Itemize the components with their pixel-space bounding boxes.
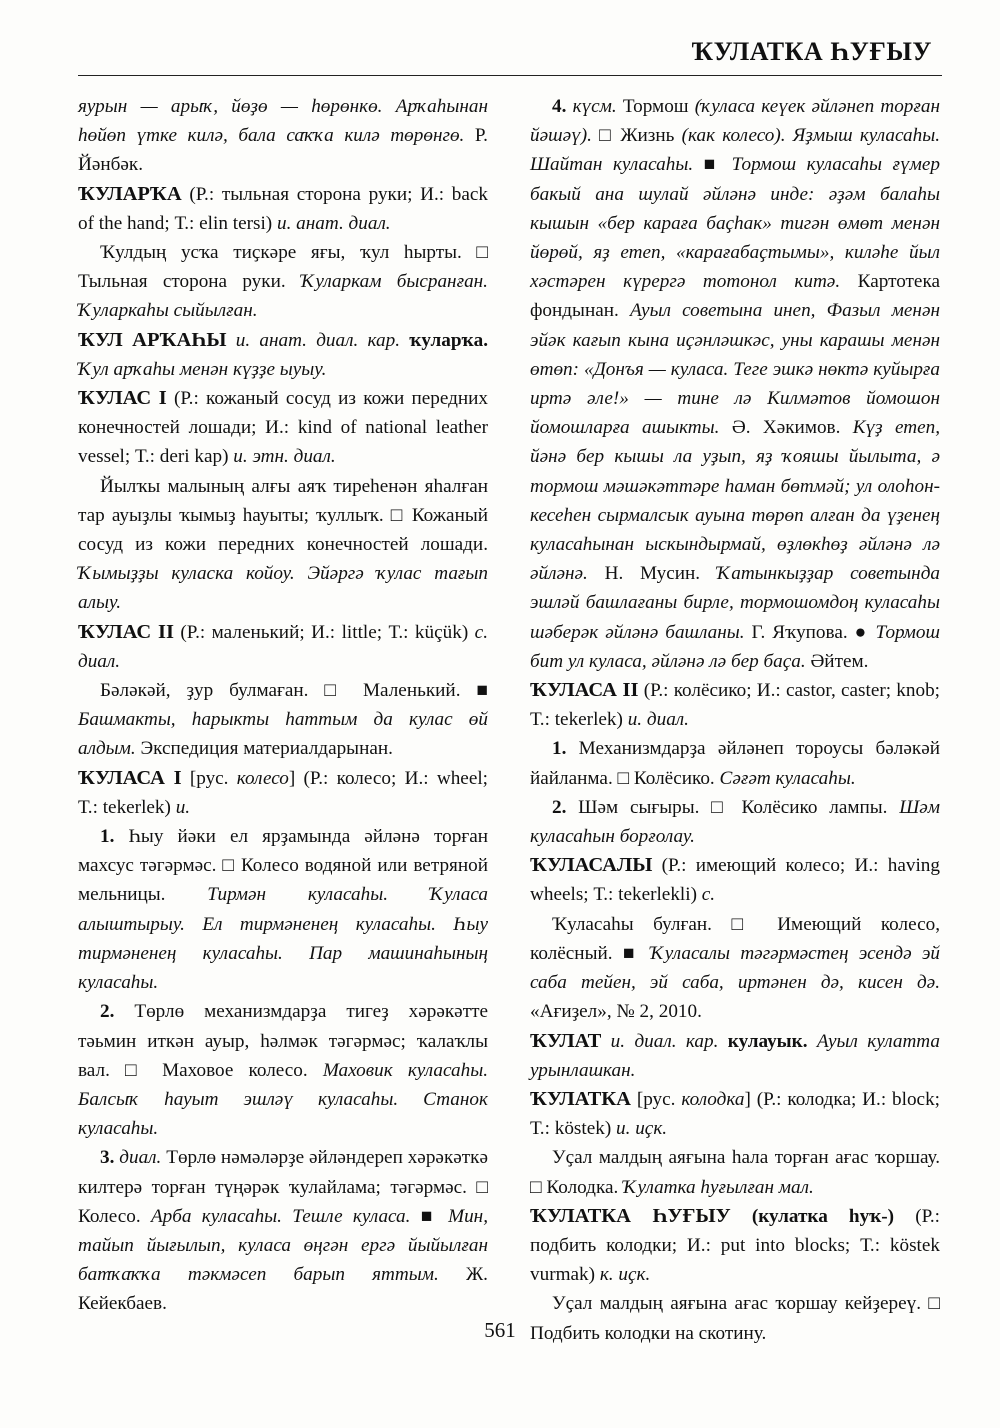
entry-kul-arkahy: ҠУЛ АРҠАҺЫ и. анат. диал. кар. ҡуларҡа. Ҡул арҡаһы менән күҙҙе ыуыу. bbox=[78, 328, 488, 380]
entry-kulas-2: ҠУЛАС II (Р.: маленький; И.: little; Т.: küçük) с. диал. bbox=[78, 620, 488, 672]
entry-kulatka-hugyu-definition: Уҫал малдың аяғына ағас ҡоршау кейҙереү. □ Подбить колодки на скотину. bbox=[530, 1293, 940, 1344]
entry-kulasa-2-sense-1: 1. Механизмдарҙа әйләнеп тороусы бәләкәй йайланма. □ Колёсико. Сәғәт куласаһы. bbox=[530, 738, 940, 789]
running-header: ҠУЛАТКА ҺУҒЫУ bbox=[691, 37, 932, 66]
left-column bbox=[78, 92, 488, 1319]
entry-kulatka-definition: Уҫал малдың аяғына һала торған ағас ҡоршау. □ Колодка. Ҡулатка һуғылған мал. bbox=[530, 1147, 940, 1198]
entry-kulasa-1-sense-2: 2. Төрлө механизмдарҙа тигеҙ хәрәкәтте тәьмин иткән ауыр, һәлмәк тәгәрмәс; ҡалаҡлы вал. □ Маховое колесо. Маховик куласаһы. Балсыҡ һауыт эшләү куласаһы. Станок куласаһы. bbox=[78, 1001, 488, 1140]
entry-kulasa-1-sense-3: 3. диал. Төрлө нәмәләрҙе әйләндереп хәрәкәткә килтерә торған түңәрәк ҡулайлама; тәгәрмәс. □ Колесо. Арба куласаһы. Тешле куласа. ■ Мин, тайып йығылып, куласа өңгән ергә йыйылған батҡаҡҡа тәкмәсеп барып яттым. Ж. Кейекбаев. bbox=[78, 1147, 488, 1315]
entry-kulasa-2-sense-2: 2. Шәм сығыры. □ Колёсико лампы. Шәм куласаһын борғолау. bbox=[530, 796, 940, 848]
entry-kulas-2-definition: Бәләкәй, ҙур булмаған. □ Маленький. ■ Башмакты, һарыкты һаттым да кулас өй алдым. Экспедиция материалдарынан. bbox=[78, 680, 488, 760]
right-column bbox=[530, 92, 940, 1348]
entry-kularka-definition: Ҡулдың усҡа тиҫкәре яғы, ҡул һырты. □ Тыльная сторона руки. Ҡуларкам бысранған. Ҡуларкаһы сыйылған. bbox=[78, 242, 488, 322]
entry-kulas-1: ҠУЛАС I (Р.: кожаный сосуд из кожи передних конечностей лошади; И.: kind of national leather vessel; Т.: deri kap) и. этн. диал. bbox=[78, 387, 489, 468]
entry-continuation: яурын — арыҡ, йөҙө — һөрөнкө. Арҡаһынан һөйөп үтке килә, бала саҡҡа килә төрөнгө. Р. Йәнбәк. bbox=[78, 96, 488, 176]
entry-kulasaly-definition: Ҡуласаһы булған. □ Имеющий колесо, колёсный. ■ Ҡуласалы тәгәрмәстең эсендә эй саба тейен, эй саба, иртәнен дә, кисен дә. «Ағиҙел», № 2, 2010. bbox=[530, 913, 940, 1023]
page-number: 561 bbox=[484, 1318, 516, 1342]
entry-kulasaly: ҠУЛАСАЛЫ (Р.: имеющий колесо; И.: having wheels; Т.: tekerlekli) с. bbox=[530, 854, 940, 906]
entry-kulasa-1-sense-1: 1. Һыу йәки ел ярҙамында әйләнә торған махсус тәгәрмәс. □ Колесо водяной или ветряной мельницы. Тирмән куласаһы. Ҡуласа алыштырыу. Ел тирмәненең куласаһы. Һыу тирмәненең куласаһы. Пар машинаһының куласаһы. bbox=[78, 826, 488, 994]
entry-kulasa-1-sense-4: 4. күсм. Тормош (ҡуласа кеүек әйләнеп торған йәшәү). □ Жизнь (как колесо). Яҙмыш куласаһы. Шайтан куласаһы. ■ Тормош куласаһы ғүмер бакый ана шулай әйләнә инде: әҙәм балаһы кышын «бер караға баҫһак» тигән өмөт менән йөрөй, яҙ етеп, «карағабаҫтымы», киләһе йыл хәстәрен күрергә тотонол китә. Картотека фондынан. Ауыл советына инеп, Фазыл менән эйәк кағып кына иҫәнләшкәс, уны карашы менән өтөп: «Донъя — куласа. Теге эшкә нөктә куйырға иртә әле!» — тине лә Килмәтов йомошон йомошларға ашыкты. Ә. Хәкимов. Күҙ етеп, йәнә бер кышы ла уҙып, яҙ ҡояшы йылыта, ә тормош мәшәкәттәре һаман бөтмәй; ул олоһон-кесеһен сырмалсык ауына төрөп алған да үҙенең куласаһынан ыскындырмай, өҙлөкһөҙ әйләнә лә әйләнә. Н. Мусин. Ҡатынкыҙҙар советында эшләй башлағаны бирле, тормошомдоң куласаһы шәберәк әйләнә башланы. Г. Яҡупова. ● Тормош бит ул куласа, әйләнә лә бер баҫа. Әйтем. bbox=[530, 96, 941, 672]
entry-kulasa-2: ҠУЛАСА II (Р.: колёсико; И.: castor, caster; knob; Т.: tekerlek) и. диал. bbox=[530, 679, 940, 731]
entry-kulatka: ҠУЛАТКА [рус. колодка] (Р.: колодка; И.: block; Т.: köstek) и. иҫк. bbox=[530, 1087, 940, 1140]
entry-kulat: ҠУЛАТ и. диал. кар. кулауык. Ауыл кулатта урынлашкан. bbox=[530, 1029, 940, 1081]
entry-kularka: ҠУЛАРҠА (Р.: тыльная сторона руки; И.: back of the hand; Т.: elin tersi) и. анат. диал. bbox=[78, 182, 488, 234]
entry-kulas-1-definition: Йылҡы малының алғы аяҡ тиреһенән яһалған тар ауыҙлы ҡымыҙ һауыты; ҡуллыҡ. □ Кожаный сосуд из кожи передних конечностей лошади. Ҡымыҙҙы куласка койоу. Эйәргә ҡулас тағып алыу. bbox=[78, 475, 488, 614]
header-rule bbox=[78, 75, 942, 76]
entry-kulasa-1: ҠУЛАСА I [рус. колесо] (Р.: колесо; И.: wheel; Т.: tekerlek) и. bbox=[78, 766, 488, 818]
entry-kulatka-hugyu: ҠУЛАТКА ҺУҒЫУ (кулатка һуҡ-) (Р.: подбить колодки; И.: put into blocks; Т.: köstek vurmak) к. иҫк. bbox=[530, 1204, 940, 1286]
